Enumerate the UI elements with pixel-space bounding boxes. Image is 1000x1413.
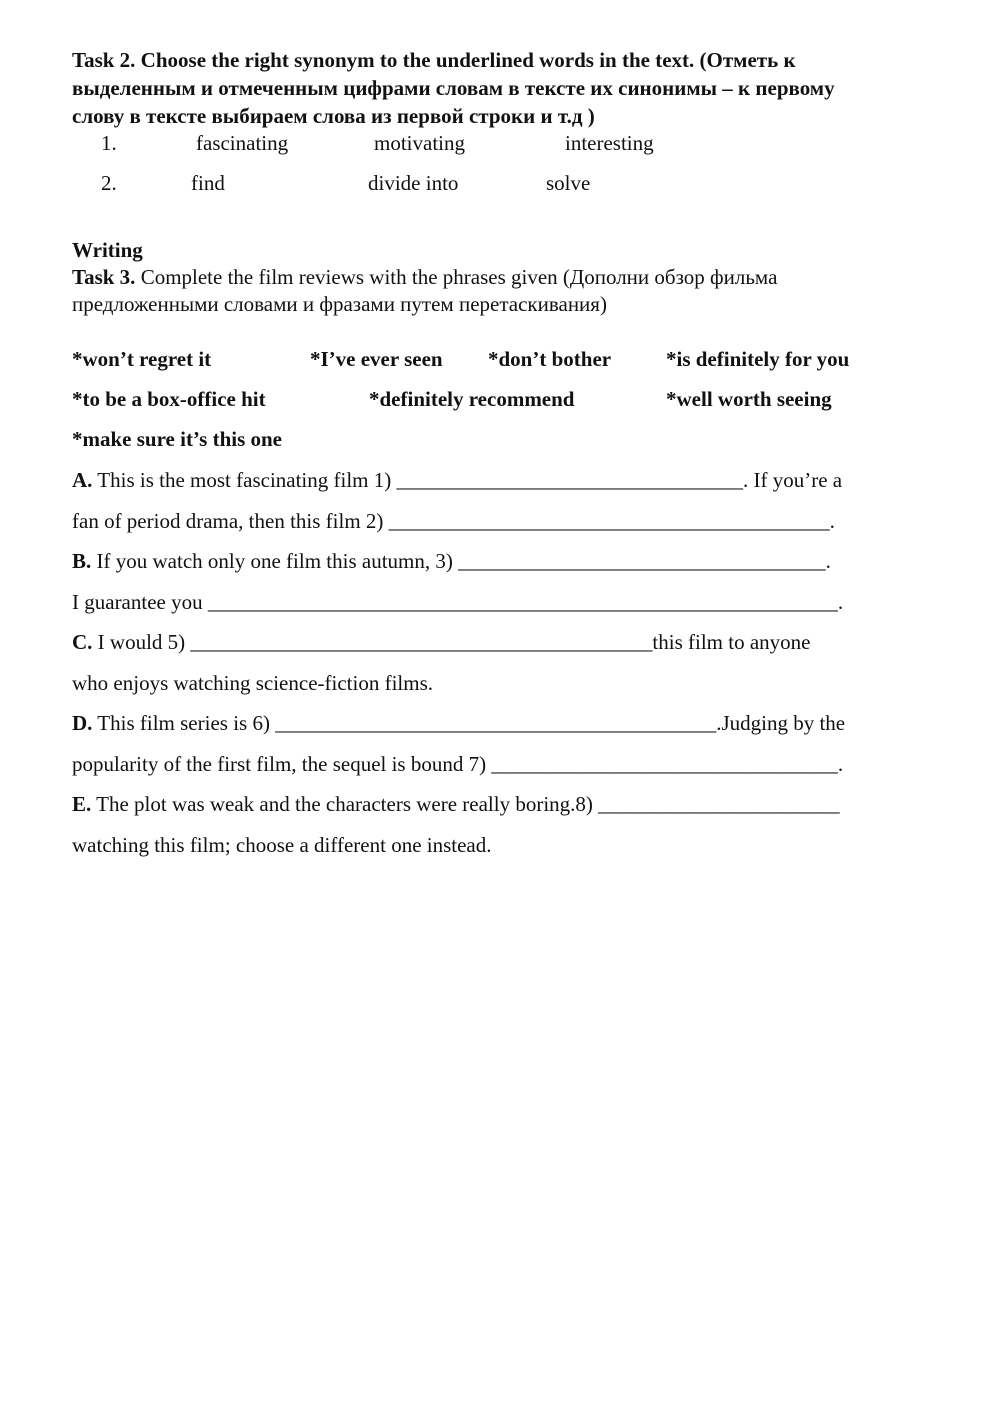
review-text: fan of period drama, then this film 2) __________________________________________.	[72, 509, 835, 533]
review-text: popularity of the first film, the sequel is bound 7) _________________________________.	[72, 752, 844, 776]
review-label: E.	[72, 792, 92, 816]
review-text: If you watch only one film this autumn, 3) ___________________________________.	[91, 549, 831, 573]
review-text: The plot was weak and the characters were really boring.8) _______________________	[91, 792, 840, 816]
phrase-chip[interactable]: *I’ve ever seen	[310, 347, 443, 371]
review-line	[72, 468, 842, 493]
task2-row-2-number: 2.	[101, 171, 117, 195]
review-label: A.	[72, 468, 93, 492]
task2-row-1-number: 1.	[101, 131, 117, 155]
review-line	[72, 833, 492, 858]
task3-heading-line-1	[72, 265, 777, 290]
task3-instruction: Complete the film reviews with the phrases given (Дополни обзор фильма	[135, 265, 778, 289]
phrase-chip[interactable]: *is definitely for you	[666, 347, 850, 371]
review-text: who enjoys watching science-fiction films.	[72, 671, 433, 695]
phrase-chip[interactable]: *to be a box-office hit	[72, 387, 266, 411]
review-line	[72, 630, 810, 655]
review-line	[72, 509, 835, 534]
task2-row-1-option-1[interactable]: fascinating	[196, 131, 289, 155]
task2-heading-line-1: Task 2. Choose the right synonym to the underlined words in the text. (Отметь к	[72, 48, 796, 72]
phrase-chip[interactable]: *won’t regret it	[72, 347, 212, 371]
review-text: This film series is 6) __________________________________________.Judging by the	[92, 711, 846, 735]
task3-heading-line-2: предложенными словами и фразами путем перетаскивания)	[72, 292, 607, 316]
task2-heading-line-3: слову в тексте выбираем слова из первой строки и т.д )	[72, 104, 595, 128]
review-label: D.	[72, 711, 93, 735]
task2-heading-line-2: выделенным и отмеченным цифрами словам в тексте их синонимы – к первому	[72, 76, 835, 100]
review-text: watching this film; choose a different one instead.	[72, 833, 492, 857]
review-label: B.	[72, 549, 92, 573]
phrase-chip[interactable]: *definitely recommend	[369, 387, 575, 411]
review-line	[72, 671, 433, 696]
review-text: I guarantee you ____________________________________________________________.	[72, 590, 844, 614]
review-label: C.	[72, 630, 93, 654]
phrase-chip[interactable]: *make sure it’s this one	[72, 427, 282, 451]
review-line	[72, 549, 831, 574]
review-line	[72, 711, 845, 736]
task2-row-2-option-2[interactable]: divide into	[368, 171, 459, 195]
review-text: I would 5) ____________________________________________this film to anyone	[92, 630, 811, 654]
task2-row-1-option-2[interactable]: motivating	[374, 131, 465, 155]
review-line	[72, 590, 843, 615]
phrase-chip[interactable]: *well worth seeing	[666, 387, 832, 411]
writing-title: Writing	[72, 238, 143, 262]
task2-row-1-option-3[interactable]: interesting	[565, 131, 654, 155]
task2-row-2-option-3[interactable]: solve	[546, 171, 591, 195]
review-line	[72, 752, 843, 777]
phrase-chip[interactable]: *don’t bother	[488, 347, 612, 371]
review-line	[72, 792, 840, 817]
review-text: This is the most fascinating film 1) _________________________________. If you’re a	[92, 468, 843, 492]
task2-row-2-option-1[interactable]: find	[191, 171, 225, 195]
task3-label: Task 3.	[72, 265, 136, 289]
